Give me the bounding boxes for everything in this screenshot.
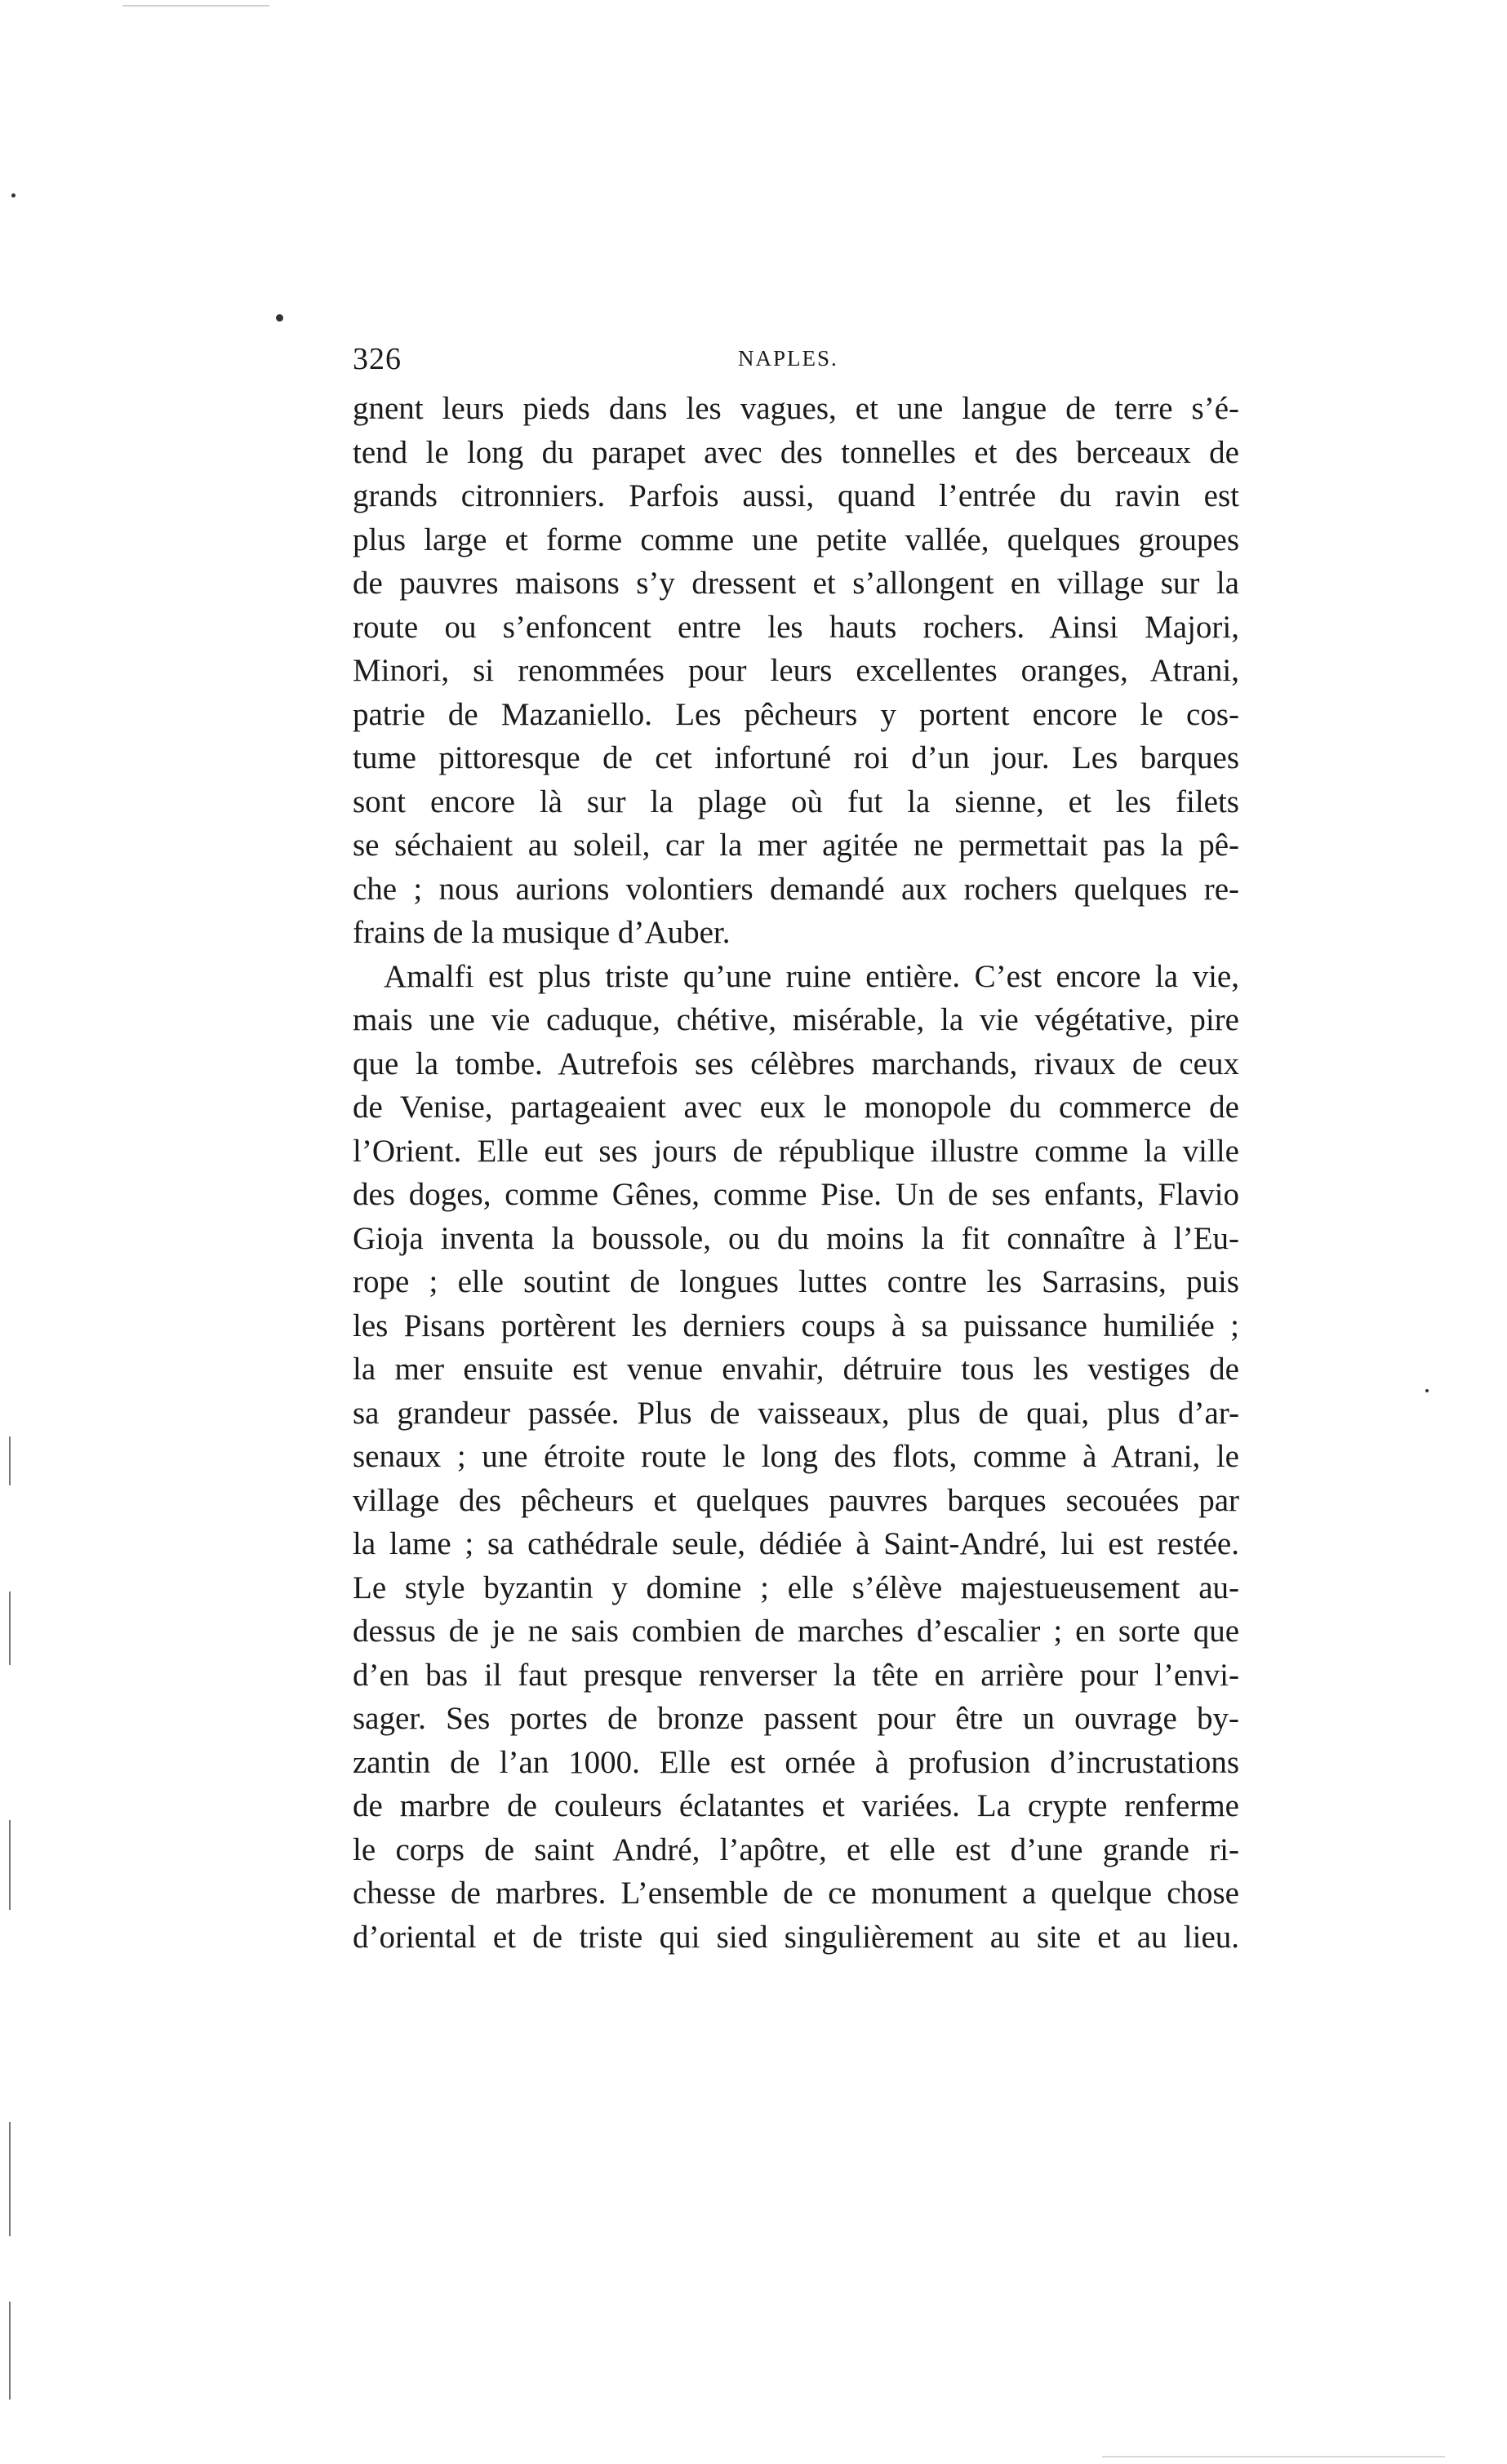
text-line: route ou s’enfoncent entre les hauts rochers. Ainsi Majori,: [353, 609, 1239, 645]
text-line: la lame ; sa cathédrale seule, dédiée à Saint-André, lui est restée.: [353, 1526, 1239, 1561]
ink-speck: [276, 314, 283, 322]
text-line: sont encore là sur la plage où fut la sienne, et les filets: [353, 784, 1239, 819]
text-line: patrie de Mazaniello. Les pêcheurs y portent encore le cos-: [353, 696, 1239, 732]
text-line: se séchaient au soleil, car la mer agitée ne permettait pas la pê-: [353, 828, 1239, 863]
text-line: gnent leurs pieds dans les vagues, et une langue de terre s’é-: [353, 391, 1239, 426]
text-line: que la tombe. Autrefois ses célèbres marchands, rivaux de ceux: [353, 1046, 1239, 1081]
text-line: zantin de l’an 1000. Elle est ornée à profusion d’incrustations: [353, 1744, 1239, 1780]
text-line: senaux ; une étroite route le long des flots, comme à Atrani, le: [353, 1439, 1239, 1474]
text-line: frains de la musique d’Auber.: [353, 915, 731, 950]
text-line: sager. Ses portes de bronze passent pour être un ouvrage by-: [353, 1701, 1239, 1736]
running-head: [353, 341, 1239, 390]
scan-edge-line: [122, 5, 269, 7]
text-line: des doges, comme Gênes, comme Pise. Un de ses enfants, Flavio: [353, 1177, 1239, 1212]
text-line: de marbre de couleurs éclatantes et variées. La crypte renferme: [353, 1788, 1239, 1823]
text-line: tend le long du parapet avec des tonnelles et des berceaux de: [353, 434, 1239, 470]
text-line: village des pêcheurs et quelques pauvres barques secouées par: [353, 1482, 1239, 1518]
scan-edge-line: [1102, 2456, 1445, 2457]
paragraph-first-line: Amalfi est plus triste qu’une ruine entière. C’est encore la vie,: [384, 958, 1239, 994]
text-line: le corps de saint André, l’apôtre, et elle est d’une grande ri-: [353, 1831, 1239, 1867]
scan-edge-mark: [9, 2302, 11, 2400]
text-line: Le style byzantin y domine ; elle s’élève majestueusement au-: [353, 1569, 1239, 1605]
text-line: sa grandeur passée. Plus de vaisseaux, plus de quai, plus d’ar-: [353, 1395, 1239, 1431]
text-line: Gioja inventa la boussole, ou du moins la fit connaître à l’Eu-: [353, 1220, 1239, 1256]
text-line: mais une vie caduque, chétive, misérable, la vie végétative, pire: [353, 1002, 1239, 1037]
body-text: [353, 387, 1239, 1959]
text-line: l’Orient. Elle eut ses jours de république illustre comme la ville: [353, 1133, 1239, 1169]
text-line: grands citronniers. Parfois aussi, quand l’entrée du ravin est: [353, 478, 1239, 513]
text-line: tume pittoresque de cet infortuné roi d’un jour. Les barques: [353, 740, 1239, 775]
text-line: la mer ensuite est venue envahir, détruire tous les vestiges de: [353, 1352, 1239, 1387]
ink-speck: [1425, 1389, 1429, 1392]
text-line: Minori, si renommées pour leurs excellentes oranges, Atrani,: [353, 653, 1239, 688]
running-title: NAPLES.: [738, 346, 838, 371]
text-line: plus large et forme comme une petite vallée, quelques groupes: [353, 522, 1239, 557]
scan-edge-mark: [9, 1436, 11, 1485]
text-line: d’oriental et de triste qui sied singulièrement au site et au lieu.: [353, 1919, 1239, 1955]
text-line: de Venise, partageaient avec eux le monopole du commerce de: [353, 1090, 1239, 1125]
text-line: les Pisans portèrent les derniers coups à sa puissance humiliée ;: [353, 1307, 1239, 1343]
text-line: de pauvres maisons s’y dressent et s’allongent en village sur la: [353, 566, 1239, 601]
scan-edge-mark: [9, 1820, 11, 1910]
text-line: dessus de je ne sais combien de marches d’escalier ; en sorte que: [353, 1614, 1239, 1649]
text-line: che ; nous aurions volontiers demandé aux rochers quelques re-: [353, 871, 1239, 907]
text-line: rope ; elle soutint de longues luttes contre les Sarrasins, puis: [353, 1264, 1239, 1299]
page-number: 326: [353, 342, 402, 376]
ink-speck: [11, 193, 16, 198]
text-line: d’en bas il faut presque renverser la tête en arrière pour l’envi-: [353, 1657, 1239, 1693]
scan-edge-mark: [9, 2122, 11, 2236]
text-line: chesse de marbres. L’ensemble de ce monument a quelque chose: [353, 1876, 1239, 1911]
scan-edge-mark: [9, 1592, 11, 1665]
